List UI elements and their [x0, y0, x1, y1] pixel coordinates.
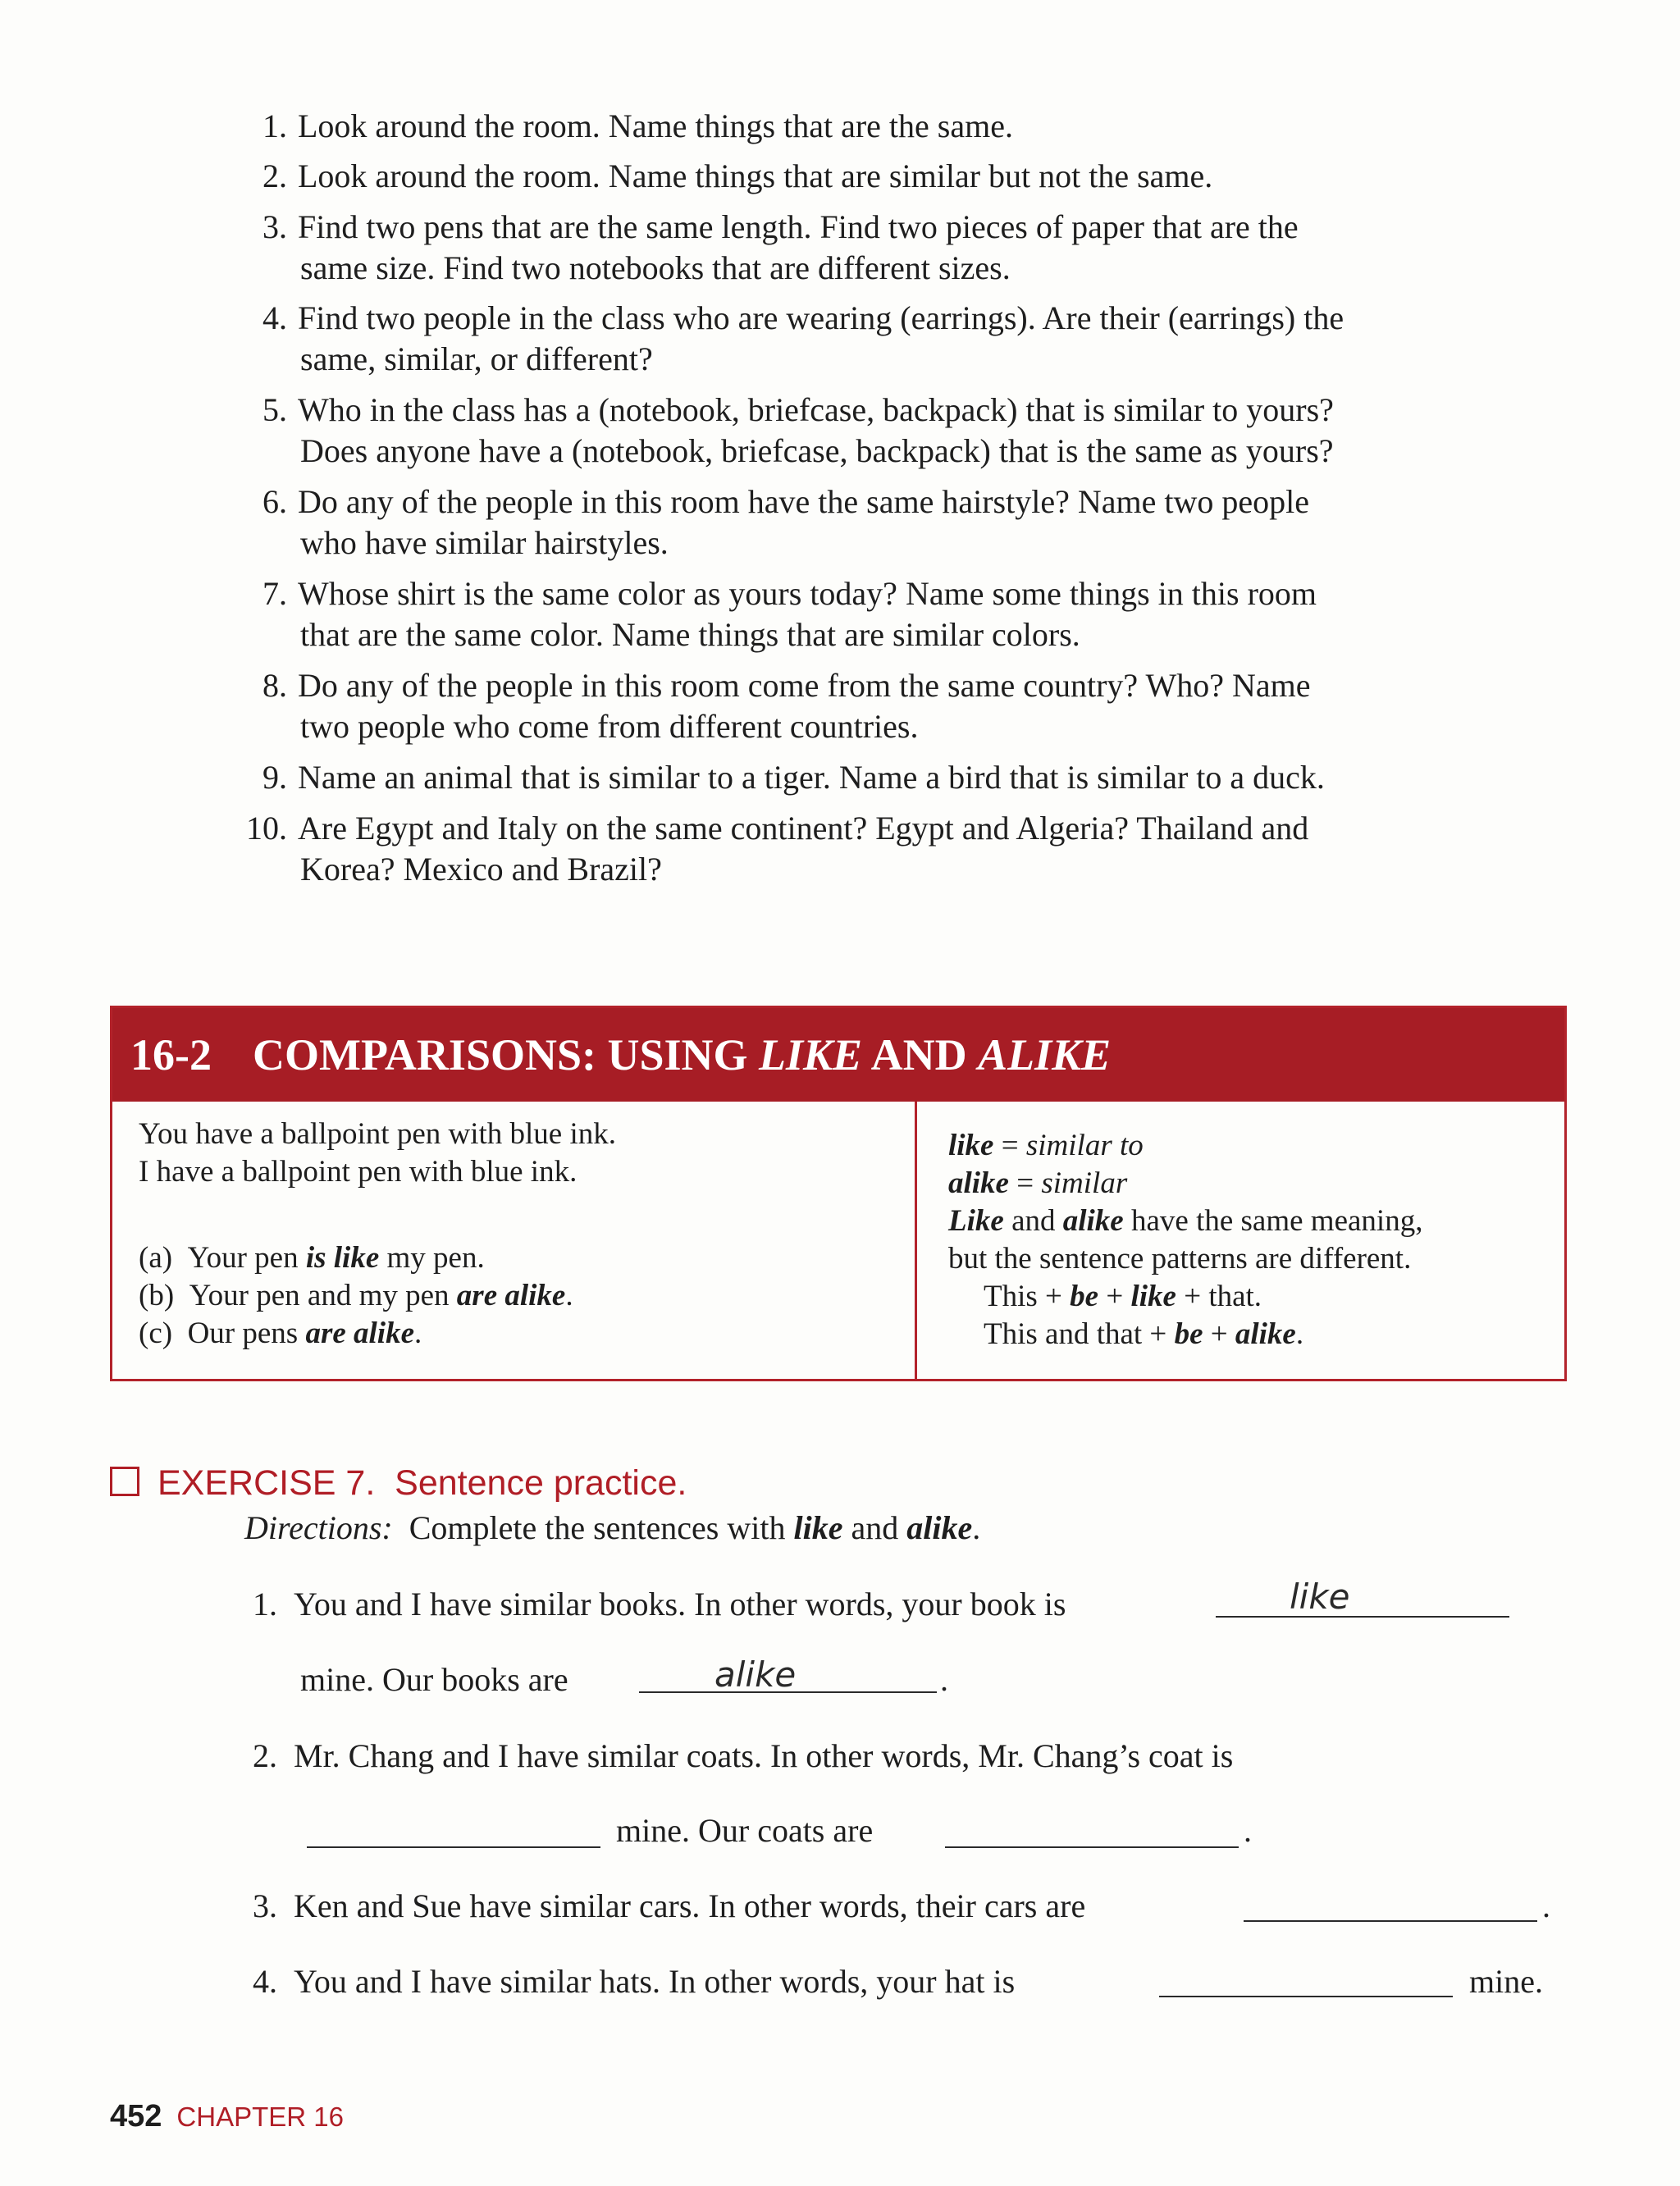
example-emphasis: are alike — [305, 1317, 415, 1350]
exercise-directions — [244, 1508, 980, 1549]
pattern-text: This and that + — [984, 1317, 1175, 1351]
question-text: Find two pens that are the same length. Find two pieces of paper that are the — [298, 208, 1299, 245]
exercise-item-2-continued: mine. Our coats are — [616, 1812, 874, 1849]
chapter-label: CHAPTER 16 — [176, 2102, 344, 2132]
sentence-end: . — [940, 1661, 948, 1698]
exercise-item-4 — [253, 1961, 1015, 2002]
page-footer — [110, 2096, 344, 2143]
question-text-continued: that are the same color. Name things that are similar colors. — [300, 616, 1080, 653]
title-and: AND — [862, 1030, 979, 1079]
answer-blank[interactable] — [945, 1846, 1239, 1848]
item-text: You and I have similar hats. In other words, your hat is — [294, 1963, 1016, 2000]
example-text: Your pen — [187, 1241, 306, 1275]
column-divider — [915, 1102, 917, 1381]
example-text: my pen. — [379, 1241, 485, 1275]
question-text-continued: who have similar hairstyles. — [300, 524, 669, 561]
pattern-like — [984, 1278, 1262, 1316]
grammar-chart-header — [112, 1008, 1564, 1102]
pattern-text: + — [1098, 1280, 1131, 1313]
question-number: 1. — [262, 107, 287, 144]
question-text-continued: two people who come from different countries. — [300, 708, 919, 745]
pattern-alike — [984, 1316, 1303, 1353]
question-number: 9. — [262, 759, 287, 796]
page-number: 452 — [110, 2099, 162, 2134]
example-emphasis: are alike — [456, 1279, 566, 1312]
question-number: 10. — [246, 810, 287, 847]
question-number: 6. — [262, 483, 287, 520]
pattern-term: be — [1174, 1317, 1203, 1351]
definition-like — [948, 1127, 1144, 1165]
term: like — [948, 1129, 994, 1162]
pattern-text: . — [1295, 1317, 1304, 1351]
example-text: . — [565, 1279, 573, 1312]
pattern-term: be — [1070, 1280, 1099, 1313]
chart-number: 16-2 — [130, 1030, 212, 1079]
title-alike: ALIKE — [978, 1030, 1112, 1079]
exercise-item-3 — [253, 1886, 1085, 1927]
question-text-continued: same, similar, or different? — [300, 340, 653, 377]
pattern-text: + that. — [1176, 1280, 1262, 1313]
question-number: 2. — [262, 157, 287, 194]
exercise-title: Sentence practice. — [395, 1463, 687, 1503]
context-line-2: I have a ballpoint pen with blue ink. — [139, 1155, 578, 1189]
sentence-end: mine. — [1469, 1963, 1543, 2000]
directions-text: . — [972, 1509, 981, 1546]
example-text: Your pen and my pen — [189, 1279, 457, 1312]
example-c — [139, 1315, 422, 1353]
meaning: similar — [1041, 1166, 1128, 1200]
example-text: . — [414, 1317, 422, 1350]
item-text: Ken and Sue have similar cars. In other words, their cars are — [294, 1887, 1086, 1924]
item-number: 3. — [253, 1887, 277, 1924]
item-number: 4. — [253, 1963, 277, 2000]
explanation-text: have the same meaning, — [1123, 1204, 1423, 1238]
question-text: Whose shirt is the same color as yours today? Name some things in this room — [298, 575, 1317, 612]
exercise-item-1 — [253, 1584, 1066, 1625]
question-number: 8. — [262, 667, 287, 704]
term: alike — [948, 1166, 1009, 1200]
example-label: (b) — [139, 1279, 175, 1312]
grammar-chart-title — [130, 1026, 1111, 1084]
directions-text: and — [842, 1509, 907, 1546]
answer-blank[interactable] — [307, 1846, 600, 1848]
question-number: 3. — [262, 208, 287, 245]
directions-term: like — [793, 1509, 843, 1546]
exercise-item-1-continued: mine. Our books are — [300, 1661, 568, 1698]
question-number: 4. — [262, 299, 287, 336]
equals: = — [1008, 1166, 1042, 1200]
sentence-end: . — [1542, 1887, 1550, 1924]
explanation-text: and — [1003, 1204, 1063, 1238]
item-text: You and I have similar books. In other words, your book is — [294, 1586, 1066, 1622]
example-text: Our pens — [187, 1317, 306, 1350]
exercise-item-2 — [253, 1736, 1233, 1777]
directions-term: alike — [906, 1509, 973, 1546]
question-text: Look around the room. Name things that are similar but not the same. — [298, 157, 1213, 194]
title-text: COMPARISONS: USING — [252, 1030, 760, 1079]
sentence-end: . — [1244, 1812, 1252, 1849]
directions-label: Directions: — [244, 1509, 393, 1546]
question-text: Who in the class has a (notebook, briefcase, backpack) that is similar to yours? — [298, 391, 1334, 428]
question-text: Find two people in the class who are wearing (earrings). Are their (earrings) the — [298, 299, 1344, 336]
pattern-term: alike — [1235, 1317, 1296, 1351]
meaning: similar to — [1025, 1129, 1144, 1162]
answer-blank[interactable] — [1244, 1920, 1537, 1922]
handwritten-answer: like — [1290, 1577, 1350, 1617]
example-label: (a) — [139, 1241, 173, 1275]
pattern-term: like — [1130, 1280, 1176, 1313]
exercise-label: EXERCISE 7. — [158, 1463, 376, 1503]
explanation-line-2: but the sentence patterns are different. — [948, 1242, 1412, 1276]
example-label: (c) — [139, 1317, 173, 1350]
equals: = — [993, 1129, 1026, 1162]
checkbox-icon[interactable] — [110, 1467, 139, 1496]
pattern-text: This + — [984, 1280, 1071, 1313]
example-emphasis: is like — [305, 1241, 380, 1275]
question-text: Are Egypt and Italy on the same continent? Egypt and Algeria? Thailand and — [298, 810, 1309, 847]
question-number: 5. — [262, 391, 287, 428]
grammar-chart-16-2 — [110, 1006, 1567, 1381]
title-like: LIKE — [759, 1030, 863, 1079]
question-text-continued: Does anyone have a (notebook, briefcase, backpack) that is the same as yours? — [300, 432, 1334, 469]
question-text: Look around the room. Name things that are the same. — [298, 107, 1013, 144]
exercise-heading — [110, 1461, 687, 1505]
definition-alike — [948, 1165, 1127, 1203]
term: Like — [948, 1204, 1004, 1238]
term: alike — [1062, 1204, 1124, 1238]
pattern-text: + — [1203, 1317, 1235, 1351]
question-text-continued: same size. Find two notebooks that are different sizes. — [300, 249, 1011, 286]
question-text-continued: Korea? Mexico and Brazil? — [300, 851, 662, 888]
question-number: 7. — [262, 575, 287, 612]
answer-blank[interactable] — [1159, 1996, 1453, 1997]
item-number: 1. — [253, 1586, 277, 1622]
item-text: Mr. Chang and I have similar coats. In other words, Mr. Chang’s coat is — [294, 1737, 1234, 1774]
answer-blank[interactable] — [1216, 1616, 1509, 1618]
explanation-line-1 — [948, 1203, 1422, 1240]
handwritten-answer: alike — [714, 1654, 797, 1695]
question-text: Do any of the people in this room come from the same country? Who? Name — [298, 667, 1311, 704]
question-text: Name an animal that is similar to a tiger. Name a bird that is similar to a duck. — [298, 759, 1325, 796]
item-number: 2. — [253, 1737, 277, 1774]
question-text: Do any of the people in this room have the same hairstyle? Name two people — [298, 483, 1309, 520]
directions-text: Complete the sentences with — [409, 1509, 794, 1546]
example-a — [139, 1239, 485, 1277]
example-b — [139, 1277, 573, 1315]
context-line-1: You have a ballpoint pen with blue ink. — [139, 1117, 617, 1151]
